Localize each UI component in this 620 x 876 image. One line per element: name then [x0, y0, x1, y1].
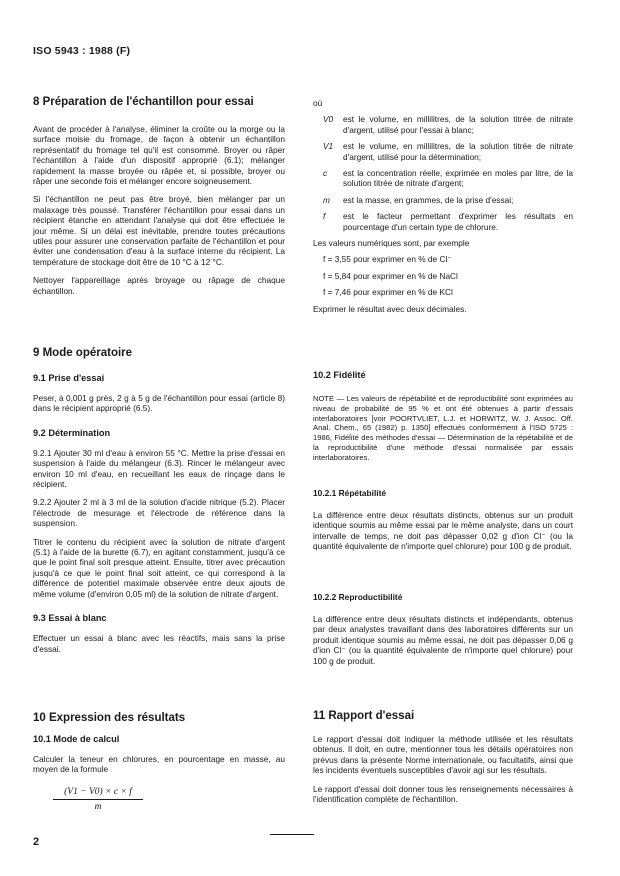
fidelity-note: NOTE — Les valeurs de répétabilité et de reproductibilité sont exprimées au niveau de probabilité de 95 % et ont été obtenues à partir d'essais interlaboratoires [voir POORTVLIET, L.J. et HORWITZ, W. J. Assoc. Off. Anal. Chem., 65 (1982) p. 1350] effectués conformément à l'ISO 5725 : 1986, Fidélité des méthodes d'essai — Détermination de la répétabilité et de la reproductibilité d'une méthode d'essai normalisée par essais interlaboratoires. — [313, 394, 573, 462]
variable-definitions — [313, 98, 573, 314]
definition-symbol: V0 — [323, 114, 334, 125]
section-9-title: 9 Mode opératoire — [33, 347, 133, 359]
section-10-2-2-paragraph: La différence entre deux résultats distincts et indépendants, obtenus par deux analystes travaillant dans des laboratoires différents sur un produit identique soumis au même essai, ne doit pas dépasser 0,06 g d'ion Cl⁻ (ou la quantité équivalente de n'importe quel chlorure) pour 100 g de produit. — [313, 614, 573, 666]
section-8 — [33, 96, 285, 296]
section-9-3-title: 9.3 Essai à blanc — [33, 613, 107, 624]
decimals-instruction: Exprimer le résultat avec deux décimales. — [313, 303, 467, 314]
definition-text: est la concentration réelle, exprimée en moles par litre, de la solution titrée de nitrate d'argent; — [343, 168, 573, 189]
section-8-title: 8 Préparation de l'échantillon pour essai — [33, 96, 254, 108]
definition-text: est le volume, en millilitres, de la solution titrée de nitrate d'argent, utilisé pour la détermination; — [343, 141, 573, 162]
ou-label: où — [313, 98, 323, 108]
values-list — [313, 254, 573, 297]
value-nacl: f = 5,84 pour exprimer en % de NaCl — [323, 270, 458, 281]
section-10-1-paragraph: Calculer la teneur en chlorures, en pourcentage en masse, au moyen de la formule — [33, 754, 285, 775]
section-9-2-1-paragraph: 9.2.1 Ajouter 30 ml d'eau à environ 55 °C. Mettre la prise d'essai en suspension à l'aide du mélangeur (6.3). Rincer le mélangeur avec environ 10 ml d'eau, en recueillant les eaux de rinçage dans le récipient. — [33, 447, 285, 490]
page-number: 2 — [33, 836, 40, 848]
section-11 — [313, 710, 573, 804]
definition-f — [313, 211, 573, 232]
section-10-2-1-paragraph: La différence entre deux résultats distincts, obtenus sur un produit identique soumis au même essai par le même analyste, dans un court intervalle de temps, ne doit pas dépasser 0,02 g d'ion Cl⁻ (ou la quantité équivalente de n'importe quel chlorure) pour 100 g de produit. — [313, 510, 573, 552]
definition-text: est la masse, en grammes, de la prise d'essai; — [343, 194, 514, 205]
section-10-2-1-title: 10.2.1 Répétabilité — [313, 488, 387, 498]
section-10-title: 10 Expression des résultats — [33, 712, 186, 724]
definition-list — [313, 114, 573, 232]
value-kcl: f = 7,46 pour exprimer en % de KCl — [323, 287, 453, 298]
section-10-2-2 — [313, 592, 573, 666]
section-9-1-paragraph: Peser, à 0,001 g près, 2 g à 5 g de l'échantillon pour essai (article 8) dans le récipient approprié (6.5). — [33, 393, 285, 414]
definition-text: est le facteur permettant d'exprimer les résultats en pourcentage d'un certain type de chlorure. — [343, 211, 573, 232]
definition-text: est le volume, en millilitres, de la solution titrée de nitrate d'argent, utilisé pour l'essai à blanc; — [343, 114, 573, 135]
formula-denominator: m — [94, 801, 102, 812]
section-8-paragraph-2: Si l'échantillon ne peut pas être broyé, bien mélanger par un malaxage très poussé. Transférer l'échantillon pour essai dans un récipient étanche en attendant l'analyse qui doit être effectuée le jour même. Si un délai est inévitable, prendre toutes précautions utiles pour assurer une conservation parfaite de l'échantillon et pour éviter une condensation d'eau à la surface interne du récipient. La température de stockage doit être de 10 °C à 12 °C. — [33, 194, 285, 267]
section-9-2-2-paragraph: 9.2.2 Ajouter 2 ml à 3 ml de la solution d'acide nitrique (5.2). Placer l'électrode de mesurage et l'électrode de référence dans la suspension. — [33, 497, 285, 529]
formula-numerator: (V1 − V0) × c × f — [64, 786, 132, 797]
section-8-paragraph-1: Avant de procéder à l'analyse, éliminer la croûte ou la morge ou la surface moisie du fromage, de façon à obtenir un échantillon représentatif du fromage tel qu'il est consommé. Broyer ou râper l'échantillon à l'aide d'un dispositif approprié (6.1); mélanger rapidement la masse broyée ou râpée et, si possible, broyer ou râper une seconde fois et mélanger encore soigneusement. — [33, 124, 285, 187]
section-9 — [33, 347, 285, 654]
section-9-1-title: 9.1 Prise d'essai — [33, 373, 105, 383]
value-cl: f = 3,55 pour exprimer en % de Cl⁻ — [323, 254, 452, 265]
section-10 — [33, 712, 285, 812]
definition-v1 — [313, 141, 573, 162]
formula — [53, 787, 143, 812]
definition-c — [313, 168, 573, 189]
definition-m — [313, 195, 573, 205]
section-9-2-title: 9.2 Détermination — [33, 427, 111, 438]
section-10-2-title: 10.2 Fidélité — [313, 370, 366, 380]
section-11-paragraph-1: Le rapport d'essai doit indiquer la méthode utilisée et les résultats obtenus. Il doit, en outre, mentionner tous les détails opératoires non prévus dans la présente Norme internationale, ou facultatifs, ainsi que les incidents éventuels susceptibles d'avoir agi sur les résultats. — [313, 734, 573, 776]
page-header: ISO 5943 : 1988 (F) — [33, 45, 131, 57]
definition-symbol: f — [323, 211, 326, 222]
section-10-2-2-title: 10.2.2 Reproductibilité — [313, 592, 403, 602]
section-9-3-paragraph: Effectuer un essai à blanc avec les réactifs, mais sans la prise d'essai. — [33, 633, 285, 654]
definition-v0 — [313, 114, 573, 135]
section-10-1-title: 10.1 Mode de calcul — [33, 734, 120, 744]
footer-rule — [270, 834, 314, 835]
formula-bar — [53, 799, 143, 800]
section-11-paragraph-2: Le rapport d'essai doit donner tous les renseignements nécessaires à l'identification complète de l'échantillon. — [313, 783, 573, 805]
definition-symbol: m — [323, 194, 330, 205]
definition-symbol: V1 — [323, 141, 334, 152]
values-intro: Les valeurs numériques sont, par exemple — [313, 238, 470, 249]
definition-symbol: c — [323, 168, 328, 179]
section-8-paragraph-3: Nettoyer l'appareillage après broyage ou râpage de chaque échantillon. — [33, 275, 285, 296]
section-10-2 — [313, 370, 573, 463]
section-11-title: 11 Rapport d'essai — [313, 710, 415, 722]
section-9-2-paragraph-3: Titrer le contenu du récipient avec la solution de nitrate d'argent (5.1) à l'aide de la burette (6.7), en agitant constamment, jusqu'à ce que le point final soit presque atteint. Ensuite, titrer avec précaution jusqu'à ce que le point final soit atteint, ce qui correspond à la différence de potentiel maximale observée entre deux ajouts de même volume (d'environ 0,05 ml) de la solution de nitrate d'argent. — [33, 536, 285, 599]
section-10-2-1 — [313, 488, 573, 552]
